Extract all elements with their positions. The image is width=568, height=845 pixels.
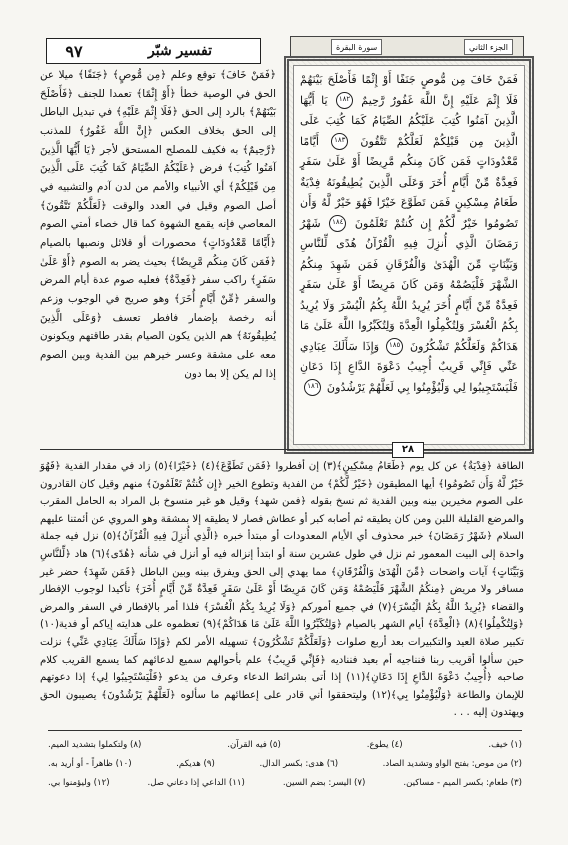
quran-frame-inner [293, 65, 525, 445]
footnote: (١٠) ظاهراً - أو أريد به. [48, 759, 132, 769]
tafsir-column [40, 66, 276, 442]
tafsir-full-width [40, 458, 524, 719]
footnotes [48, 736, 522, 826]
footnote-row [48, 755, 522, 774]
footnote-row [48, 774, 522, 793]
footnote: (٣) طعام: بكسر الميم - مساكين. [403, 778, 522, 788]
footnote: (٨) ولتكملوا بتشديد الميم. [48, 740, 142, 750]
surah-label: سورة البقرة [331, 39, 382, 55]
verse-number-marker: ١٨٢ [336, 92, 353, 109]
verse-text: وَإِذَا سَأَلَكَ عِبَادِي عَنِّي فَإِنِّي قَرِيبٌ أُجِيبُ دَعْوَةَ الدَّاعِ إِذَا دَعَانِ فَلْيَسْتَجِيبُوا لِي وَلْيُؤْمِنُوا بِي لَعَلَّهُمْ يَرْشُدُونَ [300, 339, 518, 394]
footnote: (١٢) وليؤمنوا بي. [48, 778, 110, 788]
tafsir-column-text: ﴿فَمَنْ خَافَ﴾ توقع وعلم ﴿مِن مُّوصٍ﴾ ﴿جَنَفًا﴾ ميلا عن الحق في الوصية خطأ ﴿أَوْ إِثْمًا﴾ تعمدا للجنف ﴿فَأَصْلَحَ بَيْنَهُمْ﴾ بالرد إلى الحق ﴿فَلَا إِثْمَ عَلَيْهِ﴾ في تبديل الباطل إلى الحق بخلاف العكس ﴿إِنَّ اللَّهَ غَفُورٌ﴾ للمذنب ﴿رَّحِيمٌ﴾ به فكيف للمصلح المستحق لأجر ﴿يَا أَيُّهَا الَّذِينَ آمَنُوا كُتِبَ﴾ فرض ﴿عَلَيْكُمُ الصِّيَامُ كَمَا كُتِبَ عَلَى الَّذِينَ مِن قَبْلِكُمْ﴾ أي الأنبياء والأمم من لدن آدم والتشبيه في أصل الصوم وقيل في العدد والوقت ﴿لَعَلَّكُمْ تَتَّقُونَ﴾ المعاصي فإنه يقمع الشهوة كما قال خصاء أمتي الصوم ﴿أَيَّامًا مَّعْدُودَاتٍ﴾ محصورات أو قلائل ونصبها بالصيام ﴿فَمَن كَانَ مِنكُم مَّرِيضًا﴾ بحيث يضر به الصوم ﴿أَوْ عَلَىٰ سَفَرٍ﴾ راكب سفر ﴿فَعِدَّةٌ﴾ فعليه صوم عدة أيام المرض والسفر ﴿مِّنْ أَيَّامٍ أُخَرَ﴾ وهو صريح في الوجوب وزعم أنه رخصة بإضمار فافطر تعسف ﴿وَعَلَى الَّذِينَ يُطِيقُونَهُ﴾ هم الذين يكون الصيام بقدر طاقتهم ويكونون معه على مشقة وعسر خيرهم بين الفدية وبين الصوم إذا لم يكن إلا بما دون [40, 69, 276, 380]
verse-text: يَا أَيُّهَا الَّذِينَ آمَنُوا كُتِبَ عَلَيْكُمُ الصِّيَامُ كَمَا كُتِبَ عَلَى الَّذِينَ مِن قَبْلِكُمْ لَعَلَّكُمْ تَتَّقُونَ [300, 93, 518, 148]
footnote: (٥) فيه القرآن. [227, 740, 281, 750]
tafsir-full-text: الطاقة ﴿فِدْيَةٌ﴾ عن كل يوم ﴿طَعَامُ مِسْكِينٍ﴾(٣) إن أفطروا ﴿فَمَن تَطَوَّعَ﴾(٤) ﴿خَيْرًا﴾(٥) زاد في مقدار الفدية ﴿فَهُوَ خَيْرٌ لَّهُ وَأَن تَصُومُوا﴾ أيها المطيقون ﴿خَيْرٌ لَّكُمْ﴾ من الفدية وتطوع الخير ﴿إِن كُنتُمْ تَعْلَمُونَ﴾ منهم وقيل كان القادرون على الصوم مخيرين بينه وبين الفدية ثم نسخ بقوله ﴿فمن شهد﴾ وقيل هو غير منسوخ بل المراد به الحامل المقرب والمرضع القليلة اللبن ومن كان يطيقه ثم أصابه كبر أو عطاش فصار لا يطيقه إلا بمشقة وهو المروي عن أئمتنا عليهم السلام ﴿شَهْرُ رَمَضَانَ﴾ خبر محذوف أي الأيام المعدودات أو مبتدأ خبره ﴿الَّذِي أُنزِلَ فِيهِ الْقُرْآنُ﴾(٥) نزل فيه جملة واحدة إلى البيت المعمور ثم نزل في طول عشرين سنة أو ابتدأ إنزاله فيه أو أنزل في شأنه ﴿هُدًى﴾(٦) هاد ﴿لِّلنَّاسِ وَبَيِّنَاتٍ﴾ آيات واضحات ﴿مِّنَ الْهُدَىٰ وَالْفُرْقَانِ﴾ مما يهدي إلى الحق ويفرق بينه وبين الباطل ﴿فَمَن شَهِدَ﴾ حضر غير مسافر ولا مريض ﴿مِنكُمُ الشَّهْرَ فَلْيَصُمْهُ وَمَن كَانَ مَرِيضًا أَوْ عَلَىٰ سَفَرٍ فَعِدَّةٌ مِّنْ أَيَّامٍ أُخَرَ﴾ تأكيدا لوجوب الإفطار والقضاء ﴿يُرِيدُ اللَّهُ بِكُمُ الْيُسْرَ﴾(٧) في جميع أموركم ﴿وَلَا يُرِيدُ بِكُمُ الْعُسْرَ﴾ فلذا أمر بالإفطار في السفر والمرض ﴿وَلِتُكْمِلُوا﴾(٨) ﴿الْعِدَّةَ﴾ أيام الشهر بالصيام ﴿وَلِتُكَبِّرُوا اللَّهَ عَلَىٰ مَا هَدَاكُمْ﴾(٩) تعظموه على هدايته إياكم أو فدية(١٠) تكبير صلاة العيد والتكبيرات بعد أربع صلوات ﴿وَلَعَلَّكُمْ تَشْكُرُونَ﴾ تسهيله الأمر لكم ﴿وَإِذَا سَأَلَكَ عِبَادِي عَنِّي﴾ نزلت حين سألوا أقريب ربنا فنناجيه أم بعيد فنناديه ﴿فَإِنِّي قَرِيبٌ﴾ علم بأحوالهم سميع لدعائهم كما يسمع القريب كلام صاحبه ﴿أُجِيبُ دَعْوَةَ الدَّاعِ إِذَا دَعَانِ﴾(١١) إذا أتى بشرائط الدعاء وعرف من يدعو ﴿فَلْيَسْتَجِيبُوا لِي﴾ إذا دعوتهم للإيمان والطاعة ﴿وَلْيُؤْمِنُوا بِي﴾(١٢) وليتحققوا أني قادر على إعطائهم ما سألوه ﴿لَعَلَّهُمْ يَرْشُدُونَ﴾ يصيبون الحق ويهتدون إليه . . . [40, 461, 524, 719]
footnote: (٦) هدى: بكسر الدال. [259, 759, 339, 769]
footnote: (٢) من موص: بفتح الواو وتشديد الصاد. [382, 759, 522, 769]
quran-verses [300, 70, 518, 440]
verse-text: أَيَّامًا مَّعْدُودَاتٍ فَمَن كَانَ مِنكُم مَّرِيضًا أَوْ عَلَىٰ سَفَرٍ فَعِدَّةٌ مِّنْ أَيَّامٍ أُخَرَ وَعَلَى الَّذِينَ يُطِيقُونَهُ فِدْيَةٌ طَعَامُ مِسْكِينٍ فَمَن تَطَوَّعَ خَيْرًا فَهُوَ خَيْرٌ لَّهُ وَأَن تَصُومُوا خَيْرٌ لَّكُمْ إِن كُنتُمْ تَعْلَمُونَ [300, 134, 519, 230]
quran-page-number: ٢٨ [392, 442, 424, 458]
verse-number-marker: ١٨٣ [331, 133, 348, 150]
quran-frame [284, 56, 534, 454]
footnote: (١١) الداعي إذا دعاني صل. [147, 778, 245, 788]
surah-header-bar [290, 36, 524, 58]
juz-label: الجزء الثاني [464, 39, 513, 55]
verse-number-marker: ١٨٥ [386, 338, 403, 355]
footnote: (١) خيف. [488, 740, 522, 750]
footnote: (٩) هديكم. [176, 759, 215, 769]
divider-line [40, 449, 284, 450]
footnote: (٧) اليسر: بضم السين. [282, 778, 366, 788]
page-number: ٩٧ [46, 38, 102, 64]
footnote-row [48, 736, 522, 755]
verse-text: فَمَنْ خَافَ مِن مُّوصٍ جَنَفًا أَوْ إِثْمًا فَأَصْلَحَ بَيْنَهُمْ فَلَا إِثْمَ عَلَيْهِ إِنَّ اللَّهَ غَفُورٌ رَّحِيمٌ [300, 73, 519, 107]
verse-text: شَهْرُ رَمَضَانَ الَّذِي أُنزِلَ فِيهِ الْقُرْآنُ هُدًى لِّلنَّاسِ وَبَيِّنَاتٍ مِّنَ الْهُدَىٰ وَالْفُرْقَانِ فَمَن شَهِدَ مِنكُمُ الشَّهْرَ فَلْيَصُمْهُ وَمَن كَانَ مَرِيضًا أَوْ عَلَىٰ سَفَرٍ فَعِدَّةٌ مِّنْ أَيَّامٍ أُخَرَ يُرِيدُ اللَّهُ بِكُمُ الْيُسْرَ وَلَا يُرِيدُ بِكُمُ الْعُسْرَ وَلِتُكْمِلُوا الْعِدَّةَ وَلِتُكَبِّرُوا اللَّهَ عَلَىٰ مَا هَدَاكُمْ وَلَعَلَّكُمْ تَشْكُرُونَ [300, 216, 518, 353]
verse-number-marker: ١٨٤ [329, 215, 346, 232]
footnote-separator [48, 730, 522, 731]
verse-number-marker: ١٨٦ [304, 379, 321, 396]
tafsir-title: تفسير شبّر [100, 38, 261, 64]
footnote: (٤) يطوع. [366, 740, 403, 750]
verse-block [300, 70, 518, 398]
